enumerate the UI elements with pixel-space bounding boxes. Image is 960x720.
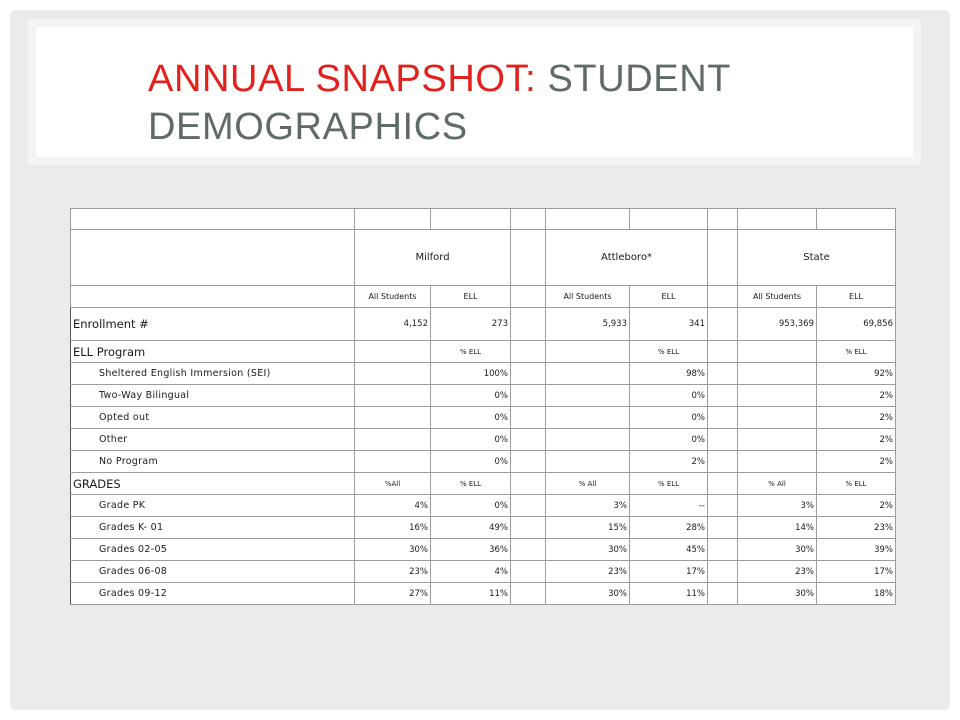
cell-state-ell: 2% (817, 407, 896, 429)
row-label: Grades 06-08 (71, 561, 355, 583)
table-spacer-row (71, 209, 896, 230)
row-label: Grades 02-05 (71, 539, 355, 561)
cell-attleboro-ell: 11% (630, 583, 708, 605)
cell-milford-all: 16% (355, 517, 431, 539)
cell-attleboro-ell: 17% (630, 561, 708, 583)
table-row (71, 539, 896, 561)
subheader-attleboro-all: All Students (546, 286, 630, 308)
subheader-attleboro-ell: ELL (630, 286, 708, 308)
row-label: Sheltered English Immersion (SEI) (71, 363, 355, 385)
cell-state-ell: 2% (817, 451, 896, 473)
cell-state-all: 3% (738, 495, 817, 517)
cell-state-ell: 17% (817, 561, 896, 583)
cell-attleboro-ell: -- (630, 495, 708, 517)
table-row (71, 517, 896, 539)
row-label: Grades K- 01 (71, 517, 355, 539)
enrollment-label: Enrollment # (71, 308, 355, 341)
table-row (71, 583, 896, 605)
subheader-state-ell: ELL (817, 286, 896, 308)
ell-program-colheader-state: % ELL (817, 341, 896, 363)
grades-label: GRADES (71, 473, 355, 495)
cell-attleboro-ell: 2% (630, 451, 708, 473)
cell-milford-ell: 0% (431, 407, 511, 429)
ell-program-colheader-milford: % ELL (431, 341, 511, 363)
subheader-milford-all: All Students (355, 286, 431, 308)
cell-attleboro-ell: 0% (630, 429, 708, 451)
ell-program-header-row (71, 341, 896, 363)
row-label: Two-Way Bilingual (71, 385, 355, 407)
cell-state-ell: 2% (817, 429, 896, 451)
enrollment-state-ell: 69,856 (817, 308, 896, 341)
cell-state-all: 14% (738, 517, 817, 539)
grades-header-row (71, 473, 896, 495)
enrollment-row (71, 308, 896, 341)
cell-attleboro-all: 23% (546, 561, 630, 583)
grades-colheader: % ELL (817, 473, 896, 495)
cell-attleboro-all: 3% (546, 495, 630, 517)
cell-attleboro-all: 30% (546, 583, 630, 605)
slide-title (148, 55, 888, 151)
group-attleboro: Attleboro* (546, 230, 708, 286)
grades-colheader: % All (738, 473, 817, 495)
table-row (71, 429, 896, 451)
grades-colheader: % ELL (431, 473, 511, 495)
cell-state-ell: 18% (817, 583, 896, 605)
table-row (71, 385, 896, 407)
group-state: State (738, 230, 896, 286)
row-label: Opted out (71, 407, 355, 429)
cell-milford-ell: 49% (431, 517, 511, 539)
cell-milford-ell: 36% (431, 539, 511, 561)
cell-milford-ell: 100% (431, 363, 511, 385)
title-part-2: STUDENT DEMOGRAPHICS (148, 58, 731, 148)
cell-milford-ell: 0% (431, 495, 511, 517)
enrollment-milford-all: 4,152 (355, 308, 431, 341)
cell-attleboro-ell: 45% (630, 539, 708, 561)
title-box (28, 19, 921, 165)
cell-state-all: 30% (738, 583, 817, 605)
cell-state-ell: 23% (817, 517, 896, 539)
cell-milford-all: 30% (355, 539, 431, 561)
cell-milford-ell: 4% (431, 561, 511, 583)
cell-state-ell: 2% (817, 495, 896, 517)
cell-state-all: 23% (738, 561, 817, 583)
cell-milford-all: 23% (355, 561, 431, 583)
table-row (71, 495, 896, 517)
cell-attleboro-ell: 0% (630, 407, 708, 429)
cell-attleboro-ell: 98% (630, 363, 708, 385)
subheader-milford-ell: ELL (431, 286, 511, 308)
table-row (71, 451, 896, 473)
cell-attleboro-ell: 28% (630, 517, 708, 539)
title-part-1: ANNUAL SNAPSHOT: (148, 58, 537, 100)
cell-attleboro-ell: 0% (630, 385, 708, 407)
cell-milford-ell: 0% (431, 451, 511, 473)
ell-program-label: ELL Program (71, 341, 355, 363)
cell-attleboro-all: 30% (546, 539, 630, 561)
grades-colheader: % ELL (630, 473, 708, 495)
cell-state-all: 30% (738, 539, 817, 561)
table-row (71, 407, 896, 429)
cell-attleboro-all: 15% (546, 517, 630, 539)
cell-state-ell: 2% (817, 385, 896, 407)
cell-state-ell: 39% (817, 539, 896, 561)
cell-milford-all: 4% (355, 495, 431, 517)
enrollment-milford-ell: 273 (431, 308, 511, 341)
group-header-row (71, 230, 896, 286)
enrollment-state-all: 953,369 (738, 308, 817, 341)
cell-state-ell: 92% (817, 363, 896, 385)
row-label: Grades 09-12 (71, 583, 355, 605)
row-label: No Program (71, 451, 355, 473)
grades-colheader: %All (355, 473, 431, 495)
subheader-row (71, 286, 896, 308)
subheader-state-all: All Students (738, 286, 817, 308)
enrollment-attleboro-all: 5,933 (546, 308, 630, 341)
row-label: Other (71, 429, 355, 451)
ell-program-colheader-attleboro: % ELL (630, 341, 708, 363)
enrollment-attleboro-ell: 341 (630, 308, 708, 341)
table-row (71, 363, 896, 385)
cell-milford-ell: 11% (431, 583, 511, 605)
cell-milford-ell: 0% (431, 385, 511, 407)
row-label: Grade PK (71, 495, 355, 517)
cell-milford-all: 27% (355, 583, 431, 605)
grades-colheader: % All (546, 473, 630, 495)
group-milford: Milford (355, 230, 511, 286)
table-row (71, 561, 896, 583)
demographics-table (70, 208, 896, 605)
cell-milford-ell: 0% (431, 429, 511, 451)
